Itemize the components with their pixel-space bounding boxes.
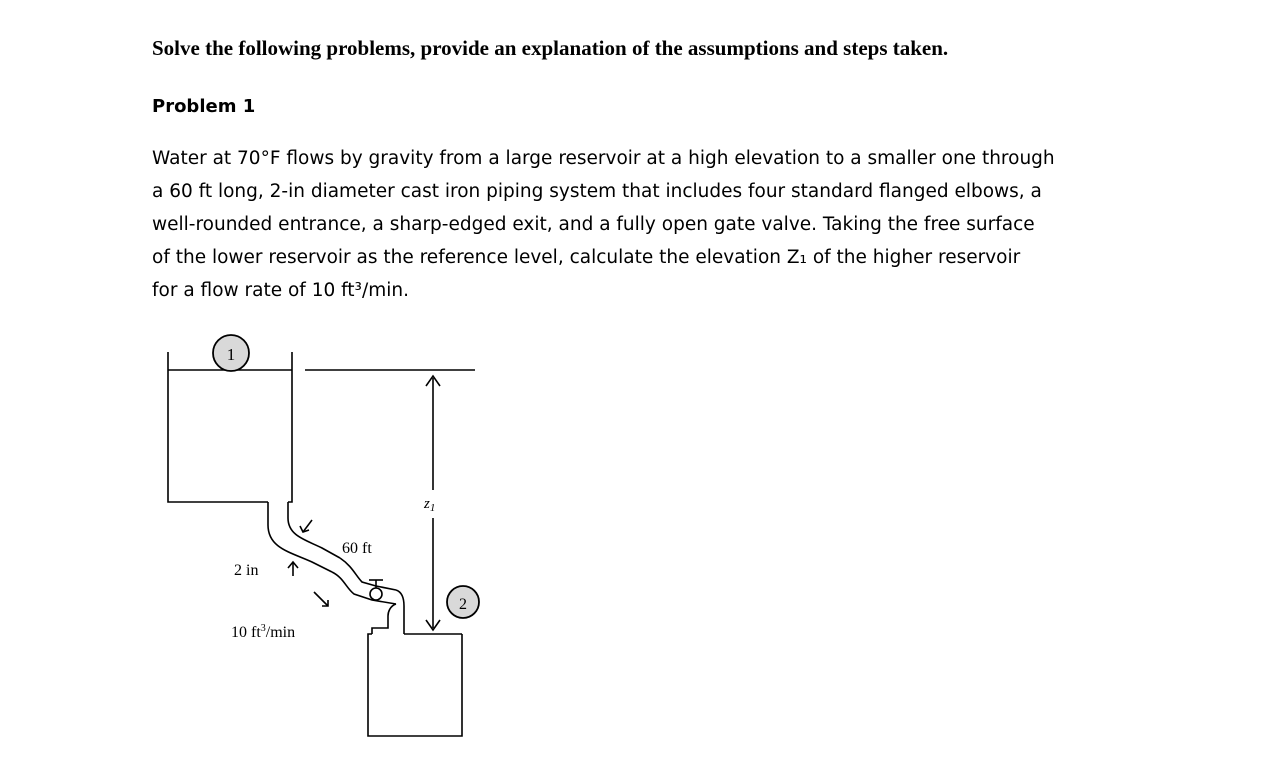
lower-reservoir: [368, 634, 462, 736]
pipe-diameter-label: 2 in: [234, 562, 259, 579]
point-1-label: 1: [226, 345, 236, 364]
flow-rate-exponent: 3: [260, 623, 266, 634]
flow-rate-unit: /min: [265, 624, 296, 641]
point-2-marker: [447, 586, 479, 618]
upper-reservoir: [168, 352, 475, 502]
problem-title: Problem 1: [152, 96, 256, 117]
assignment-heading: Solve the following problems, provide an explanation of the assumptions and steps taken.: [152, 36, 949, 60]
problem-line-1: Water at 70°F flows by gravity from a large reservoir at a high elevation to a smaller one through: [152, 148, 1055, 169]
point-2-label: 2: [459, 596, 467, 613]
flow-rate-value: 10 ft: [231, 624, 261, 641]
pipe-length-label: 60 ft: [342, 540, 372, 557]
problem-line-4: of the lower reservoir as the reference level, calculate the elevation Z₁ of the higher reservoir: [152, 247, 1021, 268]
problem-line-5: for a flow rate of 10 ft³/min.: [152, 280, 409, 301]
flow-direction-arrow: [314, 592, 328, 606]
problem-line-3: well-rounded entrance, a sharp-edged exit, and a fully open gate valve. Taking the free surface: [152, 214, 1035, 235]
gate-valve: [369, 580, 383, 600]
elevation-dimension: [423, 376, 440, 630]
problem-line-2: a 60 ft long, 2-in diameter cast iron piping system that includes four standard flanged elbows, a: [152, 181, 1042, 202]
elevation-label: [423, 496, 435, 514]
elevation-label-sub: 1: [429, 502, 436, 514]
point-1-marker: [213, 335, 249, 371]
flow-rate-label: [231, 623, 295, 641]
elevation-label-main: z: [424, 496, 430, 512]
